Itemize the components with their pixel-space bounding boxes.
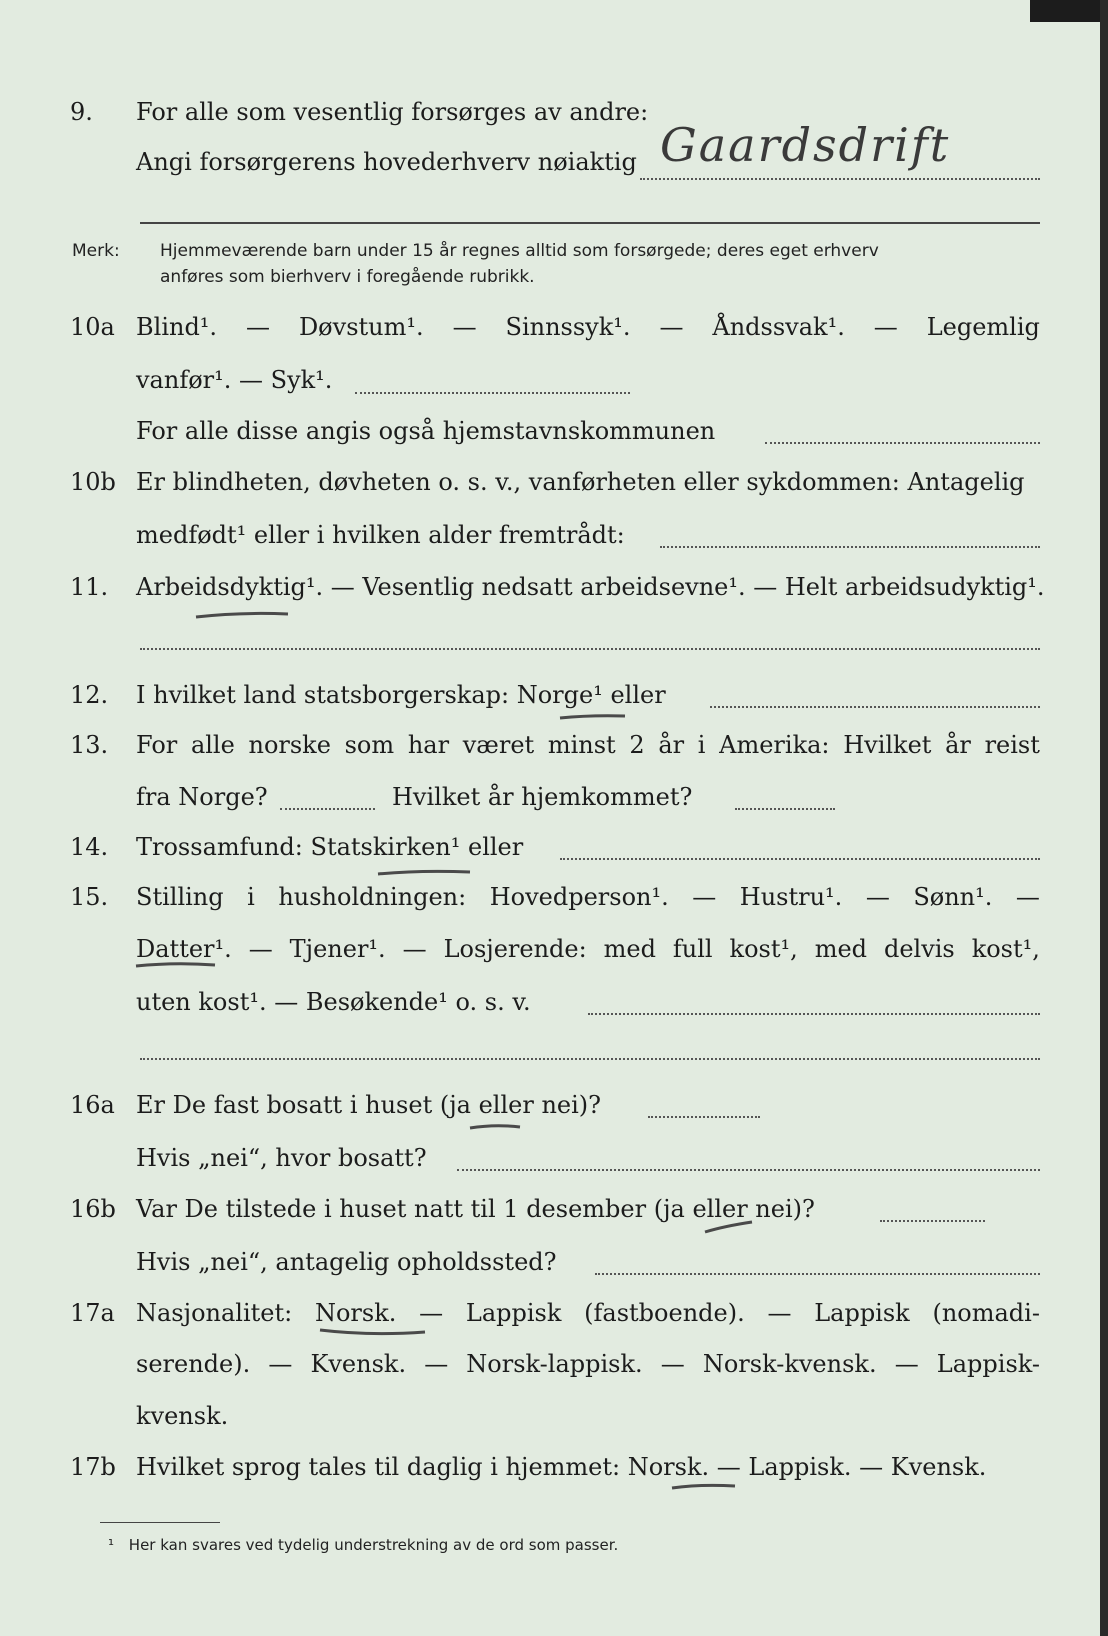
question-11-line-1: Arbeidsdyktig¹. — Vesentlig nedsatt arbeidsevne¹. — Helt arbeidsudyktig¹.	[136, 573, 1045, 601]
q15-word: med	[814, 935, 868, 963]
q17a-word: Lappisk-	[936, 1350, 1040, 1378]
q15-word: delvis	[883, 935, 955, 963]
footnote-mark: ¹	[108, 1536, 115, 1554]
q10a-word: Døvstum¹.	[298, 313, 424, 341]
question-10b-number: 10b	[70, 468, 116, 496]
q15-word: —	[692, 883, 717, 911]
q17a-word: —	[660, 1350, 685, 1378]
q13-word: minst	[547, 731, 616, 759]
q13-word: 2	[629, 731, 645, 759]
question-10b-line-2: medfødt¹ eller i hvilken alder fremtrådt:	[136, 521, 625, 549]
underline-mark	[672, 1485, 735, 1488]
note-line-2: anføres som bierhverv i foregående rubrikk.	[160, 267, 535, 287]
q17a-word: Kvensk.	[310, 1350, 407, 1378]
q17a-word: (nomadi-	[932, 1299, 1040, 1327]
q15-word: kost¹,	[971, 935, 1040, 963]
question-14-number: 14.	[70, 833, 109, 861]
q17a-word: —	[424, 1350, 449, 1378]
question-14-line-1: Trossamfund: Statskirken¹ eller	[136, 833, 524, 861]
underline-mark	[560, 716, 625, 718]
q13-word: som	[344, 731, 395, 759]
question-9-line-1: For alle som vesentlig forsørges av andre:	[136, 98, 649, 126]
question-17b-line-1: Hvilket sprog tales til daglig i hjemmet: Norsk. — Lappisk. — Kvensk.	[136, 1453, 987, 1481]
question-16a-line-2: Hvis „nei“, hvor bosatt?	[136, 1144, 427, 1172]
question-10b-line-1: Er blindheten, døvheten o. s. v., vanførheten eller sykdommen: Antagelig	[136, 468, 1025, 496]
underline-mark	[378, 871, 470, 874]
q10a-word: Legemlig	[926, 313, 1040, 341]
q17a-word: serende).	[136, 1350, 251, 1378]
question-16b-line-1: Var De tilstede i huset natt til 1 desember (ja eller nei)?	[136, 1195, 815, 1223]
question-16b-line-2: Hvis „nei“, antagelig opholdssted?	[136, 1248, 557, 1276]
q10a-word: —	[246, 313, 270, 341]
q15-word: Sønn¹.	[913, 883, 993, 911]
q13-word: år	[945, 731, 971, 759]
question-17b-number: 17b	[70, 1453, 116, 1481]
note-line-1: Hjemmeværende barn under 15 år regnes alltid som forsørgede; deres eget erhverv	[160, 241, 879, 261]
question-12-line-1: I hvilket land statsborgerskap: Norge¹ eller	[136, 681, 666, 709]
q15-word: full	[672, 935, 713, 963]
note-label: Merk:	[72, 241, 120, 261]
q13-word: For	[136, 731, 178, 759]
question-15-number: 15.	[70, 883, 109, 911]
q10a-word: Sinnssyk¹.	[505, 313, 631, 341]
q17a-word: —	[268, 1350, 293, 1378]
q15-word: Hustru¹.	[739, 883, 843, 911]
question-11-number: 11.	[70, 573, 109, 601]
footnote-text: Her kan svares ved tydelig understrekning av de ord som passer.	[128, 1536, 619, 1554]
q13-word: reist	[984, 731, 1040, 759]
handwritten-answer-9: Gaardsdrift	[660, 118, 951, 172]
q17a-word: Lappisk	[814, 1299, 910, 1327]
q13-word: Amerika:	[719, 731, 830, 759]
q15-word: —	[402, 935, 427, 963]
q17a-word: Norsk-lappisk.	[466, 1350, 643, 1378]
q17a-word: Lappisk	[465, 1299, 562, 1327]
underline-mark	[320, 1330, 425, 1334]
q15-word: Stilling	[136, 883, 224, 911]
q10a-word: Åndssvak¹.	[712, 313, 845, 341]
q15-word: —	[1015, 883, 1040, 911]
question-17a-line-3: kvensk.	[136, 1402, 229, 1430]
q13-word: norske	[248, 731, 331, 759]
q17a-word: Norsk.	[314, 1299, 397, 1327]
q17a-word: (fastboende).	[584, 1299, 745, 1327]
q10a-word: —	[659, 313, 684, 341]
question-9-line-2: Angi forsørgerens hovederhverv nøiaktig	[136, 148, 637, 176]
q15-word: —	[248, 935, 273, 963]
q15-word: Losjerende:	[443, 935, 587, 963]
q13-word: år	[658, 731, 685, 759]
q10a-word: —	[873, 313, 898, 341]
question-13-line-2b: Hvilket år hjemkommet?	[392, 783, 693, 811]
question-16b-number: 16b	[70, 1195, 116, 1223]
q10a-word: Blind¹.	[136, 313, 218, 341]
question-10a-number: 10a	[70, 313, 115, 341]
question-12-number: 12.	[70, 681, 109, 709]
q15-word: husholdningen:	[278, 883, 467, 911]
question-13-number: 13.	[70, 731, 109, 759]
q13-word: har	[407, 731, 450, 759]
question-9-number: 9.	[70, 98, 93, 126]
q17a-word: Nasjonalitet:	[136, 1299, 293, 1327]
question-10a-line-3: For alle disse angis også hjemstavnskommunen	[136, 417, 716, 445]
question-16a-line-1: Er De fast bosatt i huset (ja eller nei)?	[136, 1091, 602, 1119]
q10a-word: —	[452, 313, 477, 341]
q15-word: —	[865, 883, 890, 911]
q13-word: alle	[190, 731, 235, 759]
underline-mark	[196, 613, 288, 617]
q13-word: Hvilket	[843, 731, 932, 759]
q17a-word: —	[767, 1299, 792, 1327]
underline-mark	[470, 1126, 520, 1128]
q15-word: Tjener¹.	[289, 935, 386, 963]
question-16a-number: 16a	[70, 1091, 115, 1119]
underline-mark	[705, 1222, 752, 1232]
q13-word: i	[697, 731, 706, 759]
q17a-word: —	[894, 1350, 919, 1378]
question-10a-line-2: vanfør¹. — Syk¹.	[136, 366, 333, 394]
q15-word: Datter¹.	[136, 935, 232, 963]
q15-word: Hovedperson¹.	[489, 883, 669, 911]
q15-word: med	[603, 935, 656, 963]
question-13-line-2a: fra Norge?	[136, 783, 268, 811]
q15-word: kost¹,	[729, 935, 798, 963]
question-15-line-3: uten kost¹. — Besøkende¹ o. s. v.	[136, 988, 531, 1016]
q17a-word: Norsk-kvensk.	[702, 1350, 877, 1378]
underline-mark	[136, 964, 215, 966]
question-17a-number: 17a	[70, 1299, 115, 1327]
q13-word: været	[462, 731, 535, 759]
q15-word: i	[247, 883, 255, 911]
q17a-word: —	[419, 1299, 444, 1327]
